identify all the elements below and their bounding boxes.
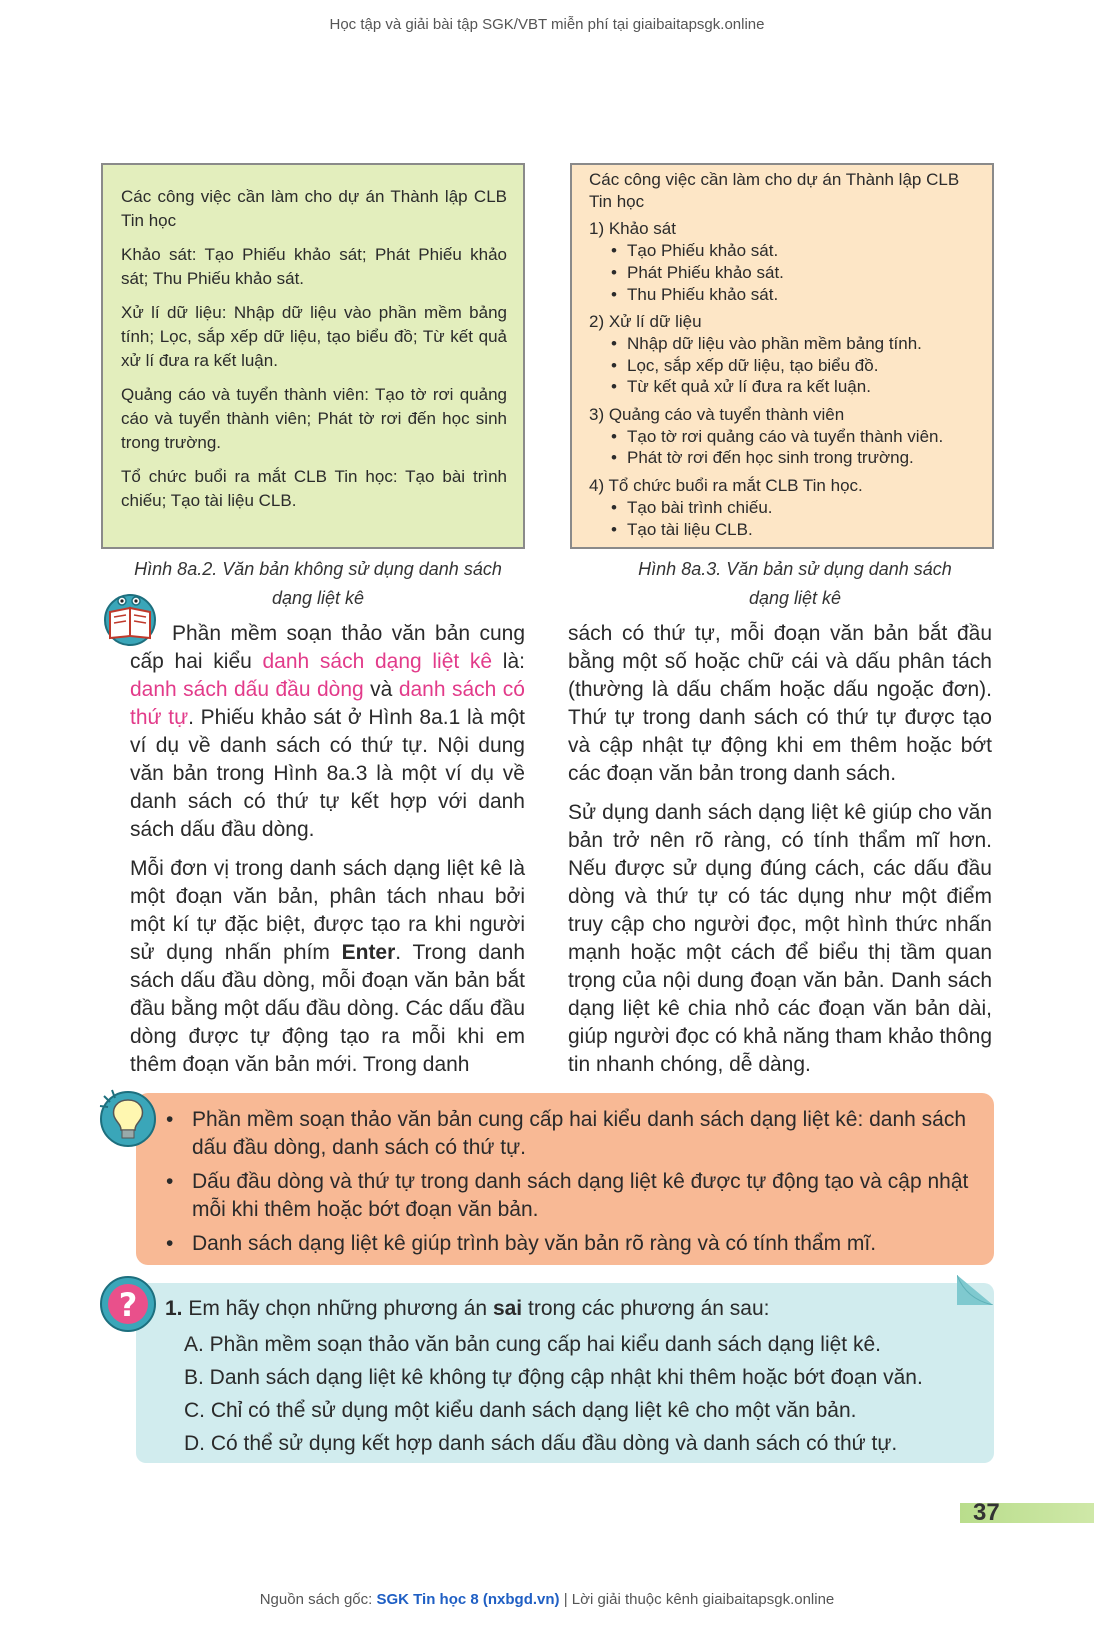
text-run: . Phiếu khảo sát ở Hình 8a.1 là một ví dụ về danh sách có thứ tự. Nội dung văn bản trong Hình 8a.3 là một ví dụ về danh sách có thứ tự kết hợp với danh sách dấu đầu dòng. xyxy=(130,706,525,841)
page-number: 37 xyxy=(973,1499,1000,1526)
body-paragraph-2-continued: sách có thứ tự, mỗi đoạn văn bản bắt đầu bằng một số hoặc chữ cái và dấu phân tách (thường là dấu chấm hoặc dấu ngoặc đơn). Thứ tự trong danh sách có thứ tự được tạo và cập nhật tự động khi em thêm hoặc bớt các đoạn văn bản trong danh sách. xyxy=(568,622,992,785)
summary-item: • Danh sách dạng liệt kê giúp trình bày văn bản rõ ràng và có tính thẩm mĩ. xyxy=(160,1230,980,1258)
figure-a-paragraph: Xử lí dữ liệu: Nhập dữ liệu vào phần mềm bảng tính; Lọc, sắp xếp dữ liệu, tạo biểu đồ; Từ kết quả xử lí đưa ra kết luận. xyxy=(121,303,507,370)
question-icon xyxy=(98,1274,158,1334)
text-run: là: xyxy=(492,650,525,673)
quiz-option-b: B. Danh sách dạng liệt kê không tự động cập nhật khi thêm hoặc bớt đoạn văn. xyxy=(184,1366,923,1389)
figure-b-caption xyxy=(595,555,995,613)
footer-prefix: Nguồn sách gốc: xyxy=(259,1591,377,1608)
figure-b-item: • Tạo tờ rơi quảng cáo và tuyển thành viên. xyxy=(611,426,982,448)
footer-suffix: | Lời giải thuộc kênh giaibaitapsgk.online xyxy=(559,1591,835,1608)
summary-item: • Dấu đầu dòng và thứ tự trong danh sách dạng liệt kê được tự động tạo và cập nhật mỗi khi thêm hoặc bớt đoạn văn bản. xyxy=(160,1168,980,1224)
text-run: và xyxy=(363,678,399,701)
body-paragraph-3: Sử dụng danh sách dạng liệt kê giúp cho văn bản trở nên rõ ràng, có tính thẩm mĩ hơn. Nếu được sử dụng đúng cách, các dấu đầu dòng và thứ tự có tác dụng như một điểm truy cập cho người đọc, một hình thức nhấn mạnh hoặc một cách để biểu thị tầm quan trọng của nội dung đoạn văn bản. Danh sách dạng liệt kê chia nhỏ các đoạn văn bản dài, giúp người đọc có khả năng tham khảo thông tin nhanh chóng, dễ dàng. xyxy=(568,801,992,1076)
quiz-option-a: A. Phần mềm soạn thảo văn bản cung cấp hai kiểu danh sách dạng liệt kê. xyxy=(184,1333,881,1356)
figure-a-paragraph: Quảng cáo và tuyển thành viên: Tạo tờ rơi quảng cáo và tuyển thành viên; Phát tờ rơi đến học sinh trong trường. xyxy=(121,385,507,452)
text-run: . Trong danh sách dấu đầu dòng, mỗi đoạn văn bản bắt đầu bằng một dấu đầu dòng. Các dấu đầu dòng được tự động tạo ra mỗi khi em thêm đoạn văn bản mới. Trong danh xyxy=(130,941,526,1076)
quiz-option-c: C. Chỉ có thể sử dụng một kiểu danh sách dạng liệt kê cho một văn bản. xyxy=(184,1399,857,1422)
figure-b-section xyxy=(589,311,982,398)
quiz-emphasis: sai xyxy=(492,1297,523,1320)
summary-list xyxy=(160,1106,980,1264)
figure-a-paragraph: Khảo sát: Tạo Phiếu khảo sát; Phát Phiếu khảo sát; Thu Phiếu khảo sát. xyxy=(121,245,507,288)
text-run: Em hãy chọn những phương án xyxy=(188,1297,493,1320)
figure-b-item: • Phát tờ rơi đến học sinh trong trường. xyxy=(611,447,982,469)
figure-a-paragraph: Các công việc cần làm cho dự án Thành lập CLB Tin học xyxy=(121,187,507,230)
caption-line: Hình 8a.3. Văn bản sử dụng danh sách xyxy=(638,559,952,579)
footer-source-link[interactable]: SGK Tin học 8 (nxbgd.vn) xyxy=(376,1591,560,1608)
quiz-option-d: D. Có thể sử dụng kết hợp danh sách dấu đầu dòng và danh sách có thứ tự. xyxy=(184,1432,898,1455)
summary-item: • Phần mềm soạn thảo văn bản cung cấp hai kiểu danh sách dạng liệt kê: danh sách dấu đầu dòng, danh sách có thứ tự. xyxy=(160,1106,980,1162)
figure-b-section xyxy=(589,218,982,305)
page-header: Học tập và giải bài tập SGK/VBT miễn phí tại giaibaitapsgk.online xyxy=(329,16,765,33)
figure-plain-text xyxy=(101,163,525,549)
lightbulb-icon xyxy=(98,1086,160,1150)
figure-b-heading: 2) Xử lí dữ liệu xyxy=(589,312,702,332)
figure-b-heading: 4) Tổ chức buổi ra mắt CLB Tin học. xyxy=(589,476,863,496)
caption-line: Hình 8a.2. Văn bản không sử dụng danh sách xyxy=(134,559,502,579)
figure-b-title: Các công việc cần làm cho dự án Thành lập CLB Tin học xyxy=(589,170,960,211)
text-run: trong các phương án sau: xyxy=(522,1297,770,1320)
body-column-left xyxy=(130,620,525,1090)
highlight-term: danh sách có thứ tự xyxy=(130,678,525,729)
figure-b-section xyxy=(589,475,982,540)
figure-list-text xyxy=(570,163,994,549)
caption-line: dạng liệt kê xyxy=(271,588,365,608)
figure-b-item: • Lọc, sắp xếp dữ liệu, tạo biểu đồ. xyxy=(611,355,982,377)
figure-b-item: • Tạo tài liệu CLB. xyxy=(611,519,982,541)
figure-b-heading: 1) Khảo sát xyxy=(589,219,676,239)
figure-b-item: • Tạo bài trình chiếu. xyxy=(611,497,982,519)
page-footer xyxy=(0,1591,1094,1608)
body-paragraph-2 xyxy=(130,855,525,1079)
figure-a-paragraph: Tổ chức buổi ra mắt CLB Tin học: Tạo bài trình chiếu; Tạo tài liệu CLB. xyxy=(121,467,507,510)
figure-b-item: • Từ kết quả xử lí đưa ra kết luận. xyxy=(611,376,982,398)
text-run: Mỗi đơn vị trong danh sách dạng liệt kê là một đoạn văn bản, phân tách nhau bởi một kí tự đặc biệt, được tạo ra khi người sử dụng nhấn phím xyxy=(130,857,525,964)
highlight-term: danh sách dạng liệt kê xyxy=(262,650,493,673)
svg-text:?: ? xyxy=(118,1286,138,1324)
highlight-term: danh sách dấu đầu dòng xyxy=(130,678,364,701)
body-paragraph-1 xyxy=(130,620,525,844)
figure-b-item: • Phát Phiếu khảo sát. xyxy=(611,262,982,284)
figure-b-item: • Nhập dữ liệu vào phần mềm bảng tính. xyxy=(611,333,982,355)
caption-line: dạng liệt kê xyxy=(748,588,842,608)
figure-b-item: • Tạo Phiếu khảo sát. xyxy=(611,240,982,262)
quiz-number: 1. xyxy=(165,1297,183,1320)
figure-b-section xyxy=(589,404,982,469)
figure-a-caption xyxy=(108,555,528,613)
body-column-right xyxy=(568,620,992,1090)
quiz-options xyxy=(184,1328,984,1460)
quiz-question xyxy=(165,1295,965,1323)
key-name: Enter xyxy=(341,941,396,964)
figure-b-item: • Thu Phiếu khảo sát. xyxy=(611,284,982,306)
text-run: Phần mềm soạn thảo văn bản cung cấp hai kiểu xyxy=(130,622,525,673)
figure-b-heading: 3) Quảng cáo và tuyển thành viên xyxy=(589,405,845,425)
